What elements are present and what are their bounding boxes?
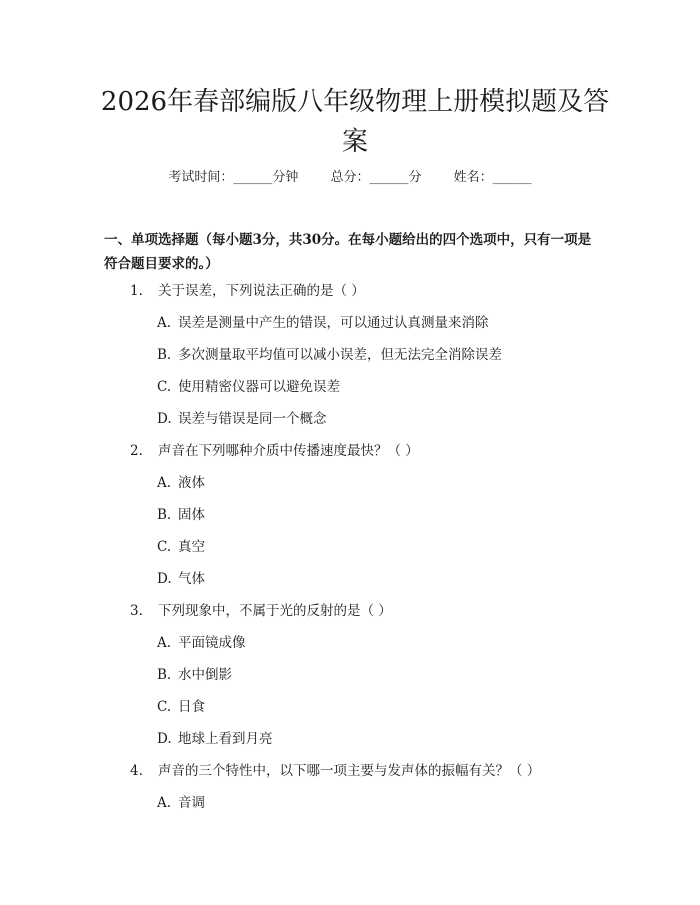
question-2-option-b [157,505,205,525]
question-1 [130,281,365,301]
option-text: 固体 [178,507,205,523]
question-2-option-d [157,569,205,589]
question-1-option-c [157,377,340,397]
question-number: 3. [130,603,143,619]
total-score-field: 总分：______分 [330,170,422,185]
question-number: 4. [130,763,143,779]
exam-info-line [0,168,700,188]
option-text: 误差与错误是同一个概念 [178,411,327,427]
option-text: 平面镜成像 [178,635,246,651]
option-letter: B. [157,347,172,363]
question-4 [130,761,540,781]
question-3-option-c [157,697,205,717]
exam-time-field: 考试时间：______分钟 [168,170,299,185]
question-1-option-b [157,345,502,365]
question-text: 声音的三个特性中，以下哪一项主要与发声体的振幅有关？（ ） [158,763,541,779]
question-number: 1. [130,283,143,299]
option-letter: A. [157,795,172,811]
option-letter: B. [157,667,172,683]
option-letter: D. [157,571,172,587]
option-text: 水中倒影 [178,667,232,683]
question-1-option-d [157,409,327,429]
question-text: 声音在下列哪种介质中传播速度最快？（ ） [158,443,419,459]
option-letter: A. [157,475,172,491]
question-2-option-a [157,473,205,493]
option-text: 使用精密仪器可以避免误差 [178,379,340,395]
option-letter: C. [157,379,172,395]
question-text: 下列现象中，不属于光的反射的是（ ） [158,603,392,619]
option-text: 误差是测量中产生的错误，可以通过认真测量来消除 [178,315,489,331]
option-letter: D. [157,731,172,747]
option-text: 液体 [178,475,205,491]
question-number: 2. [130,443,143,459]
option-text: 音调 [178,795,205,811]
question-1-option-a [157,313,489,333]
option-letter: A. [157,635,172,651]
option-text: 气体 [178,571,205,587]
option-text: 真空 [178,539,205,555]
option-letter: A. [157,315,172,331]
question-3-option-a [157,633,246,653]
question-3 [130,601,392,621]
question-3-option-d [157,729,273,749]
question-3-option-b [157,665,232,685]
question-text: 关于误差，下列说法正确的是（ ） [158,283,365,299]
document-title: 2026年春部编版八年级物理上册模拟题及答案 [100,87,610,157]
section-heading: 一、单项选择题（每小题3分，共30分。在每小题给出的四个选项中，只有一项是符合题目要求的。） [104,232,592,272]
question-2 [130,441,419,461]
option-letter: C. [157,699,172,715]
option-letter: C. [157,539,172,555]
option-text: 地球上看到月亮 [178,731,273,747]
question-2-option-c [157,537,205,557]
option-text: 日食 [178,699,205,715]
option-letter: B. [157,507,172,523]
student-name-field: 姓名：______ [453,170,532,185]
question-4-option-a [157,793,205,813]
option-letter: D. [157,411,172,427]
option-text: 多次测量取平均值可以减小误差，但无法完全消除误差 [178,347,502,363]
